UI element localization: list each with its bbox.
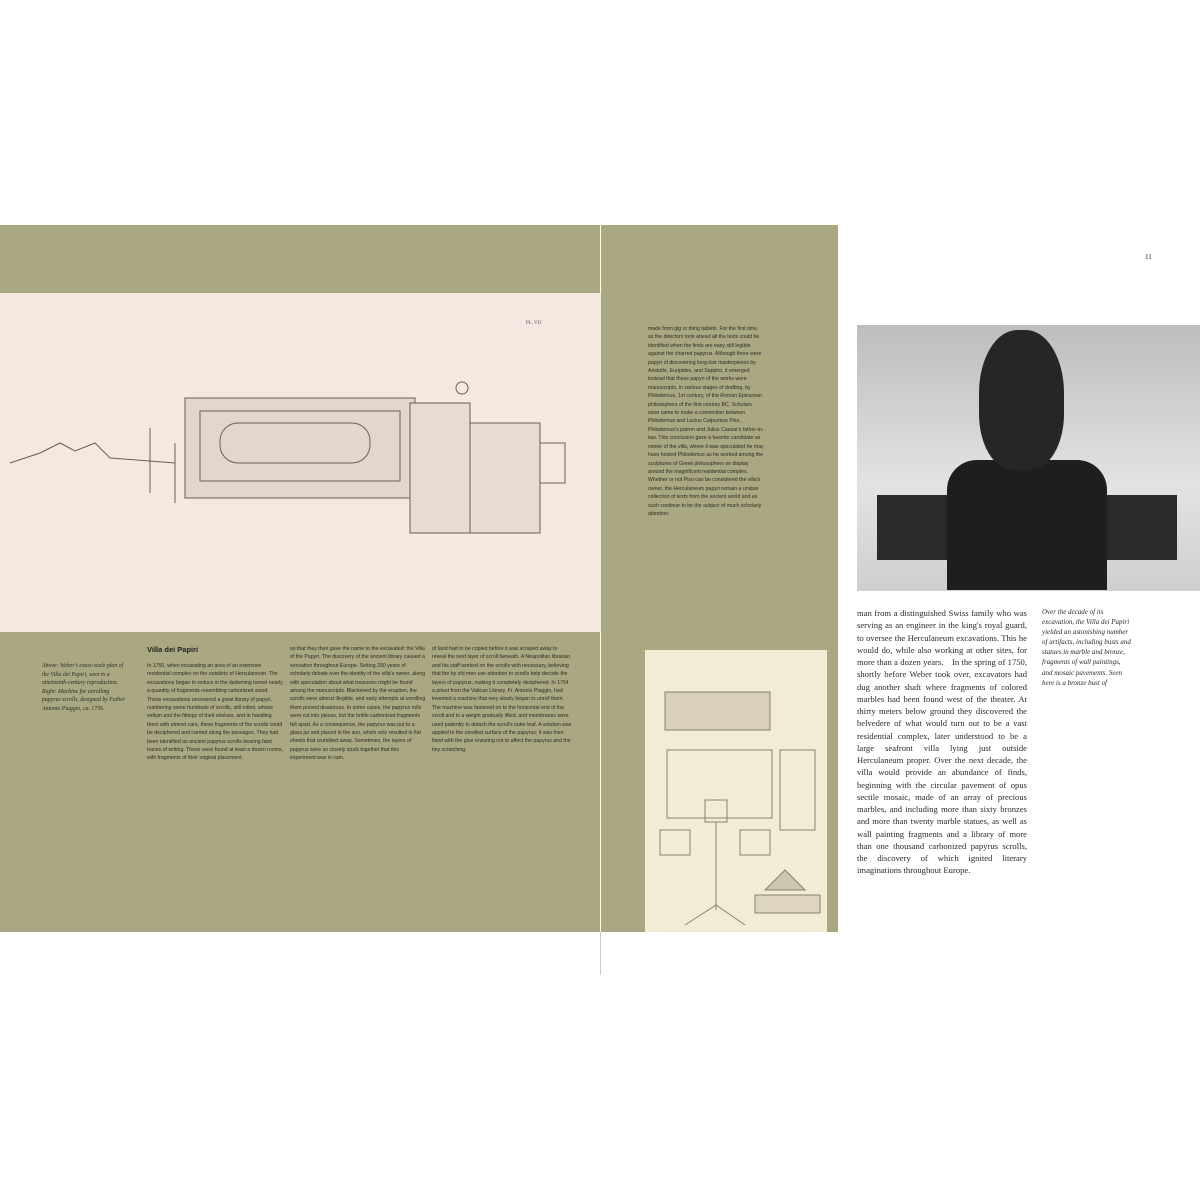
text-column-3: of land had to be copied before it was scraped away to reveal the next layer of scroll beneath. A Neapolitan librarian and his staff worked on the scrolls with necessary, believing that the by old men use attention to scrolls help decode the layers of papyrus, making it completely deciphered. In 1754 a priest from the Vatican Library, Fr. Antonio Piaggio, had invented a machine that very slowly began to unroll them. The machine was fastened on to the horizontal end of the scroll and to a weight gradually lifted, and membranes were used patiently to detach the scroll's outer leaf. A solution was applied to the unrolled surface of the papyrus; it was then fixed with the glue ensuring not to affect the papyrus and the tiny scratching. bbox=[432, 646, 572, 753]
bronze-bust-photo bbox=[857, 325, 1200, 591]
text-column-1: In 1750, when excavating an area of an extensive residential complex on the outskirts of Herculaneum. The excavations began to reduce in the darkening tunnel nearly a quantity of fragments resembling carbonized wood. Those excavations uncovered a great library of papyri, numbering some hundreds of scrolls, still rolled, whose vellum and the fittings of their shelves, and in handling them with utmost care, these fragments of the scrolls could be deciphered and carried along the passages. They had been identified as ancient papyrus scrolls bearing faint traces of writing. These were found at least a dozen rooms, with fragments of their original placement. bbox=[147, 663, 284, 762]
bust-head bbox=[979, 330, 1064, 470]
floor-plan-drawing bbox=[0, 293, 601, 632]
villa-plan-image bbox=[0, 293, 601, 632]
unrolling-machine-engraving bbox=[645, 650, 827, 932]
page-number: 11 bbox=[1145, 253, 1152, 261]
center-text-column: made from gig or thing tablets. For the first time, as the directors took ahead all the texts could be identified when the finds are easy still legible against the charred papyrus. Although there were papyri of discovering long-lost masterpieces by Aristotle, Euripides, and Sappho, it emerged instead that these papyri of the works were manuscripts, in various stages of drafting, by Philodemus, 1st century, of the Roman Epicurean philosophers of the first century BC. Scholars soon came to make a connection between Philodemus and Lucius Calpurnius Piso, Philodemus's patron and Julius Caesar's father-in-law. This conclusion gave a favorite candidate as owner of the villa, where it was speculated he may have hosted Philodemus as he worked among the sculptures of Greek philosophers on display around the magnificent residential complex. Whether or not Piso can be considered the villa's owner, the Herculaneum papyri remain a unique collection of texts from the ancient world and as such continue to be the subject of much scholarly attention. bbox=[648, 326, 764, 517]
bust-torso bbox=[947, 460, 1107, 590]
section-heading: Villa dei Papiri bbox=[147, 645, 199, 654]
figure-caption: Above: Weber's exact-scale plan of the Villa dei Papiri, seen in a nineteenth-century reproduction. Right: Machine for unrolling papyrus scrolls, designed by Father Antonio Piaggio, ca. 1756. bbox=[42, 663, 126, 712]
plan-label: PL. VII bbox=[525, 321, 541, 326]
gutter-line bbox=[600, 932, 601, 975]
engraving-drawing bbox=[645, 650, 827, 932]
left-page-bottom-margin bbox=[0, 932, 600, 975]
bust-caption: Over the decade of its excavation, the Villa dei Papiri yielded an astonishing number of artifacts, including busts and statues in marble and bronze, fragments of wall paintings, and mosaic pavements. Seen here is a bronze bust of bbox=[1042, 608, 1131, 687]
text-column-2: so that they then gave the name to the excavated: the Villa of the Papyri. The discovery of the ancient library caused a sensation throughout Europe. Setting 250 years of scholarly debate over the identity of the villa's owner, along with speculation about what treasures might be found among the manuscripts. Blackened by the eruption, the scrolls were almost illegible, and early attempts at unrolling them proved disastrous. In some cases, the papyrus rolls were cut into pieces, but the brittle carbonized fragments fell apart. As a consequence, the papyrus was put to a glass jar and placed in the sun, which only resulted in flat sheets that crumbled away. Sometimes, the layers of papyrus were so closely stuck together that this experiment was in vain. bbox=[290, 646, 426, 762]
body-text: man from a distinguished Swiss family who was serving as an engineer in the king's royal guard, to oversee the Herculaneum excavations. This he would do, while also working at other sites, for more than a dozen years. In the spring of 1750, shortly before Weber took over, excavators had dug another shaft where fragments of colored marbles had been found west of the theater. At thirty meters below ground they discovered the belvedere of what would turn out to be a vast residential complex, later understood to be a large seafront villa lying just outside Herculaneum proper. Over the next decade, the villa would provide an abundance of finds, beginning with the circular pavement of opus sectile mosaic, made of an array of precious marbles, and including more than sixty bronzes and more than twenty marble statues, as well as wall painting fragments and a library of more than one thousand carbonized papyrus scrolls, the discovery of which ignited literary imaginations throughout Europe. bbox=[857, 608, 1027, 876]
